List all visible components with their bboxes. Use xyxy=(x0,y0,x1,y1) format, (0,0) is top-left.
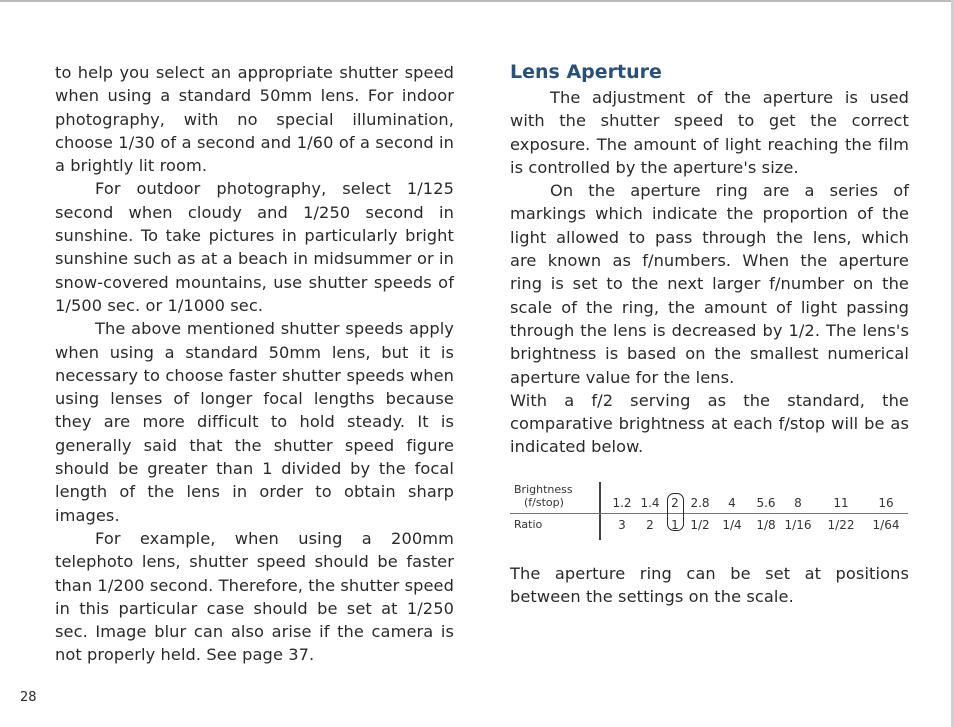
right-column xyxy=(510,60,909,459)
fstop-value: 11 xyxy=(833,496,849,510)
fstop-value: 8 xyxy=(794,496,802,510)
fstop-value: 1.4 xyxy=(640,496,660,510)
paragraph-aperture-ring: On the aperture ring are a series of markings which indicate the proportion of the light allowed to pass through the lens, which are known as f/numbers. When the aperture ring is set to the next larger f/number on the scale of the ring, the amount of light passing through the lens is decreased by 1/2. The lens's brightness is based on the smallest numerical aperture value for the lens. xyxy=(510,181,909,387)
ratio-value: 1/16 xyxy=(784,518,812,532)
fstop-value: 5.6 xyxy=(756,496,776,510)
ratio-value: 2 xyxy=(646,518,654,532)
ratio-value: 1/64 xyxy=(872,518,900,532)
fstop-value: 1.2 xyxy=(612,496,632,510)
ratio-value: 1/22 xyxy=(827,518,855,532)
page-top-edge xyxy=(0,0,954,2)
paragraph-aperture-adjustment: The adjustment of the aperture is used with the shutter speed to get the correct exposure. The amount of light reaching the film is controlled by the aperture's size. xyxy=(510,88,909,177)
ratio-value: 1 xyxy=(671,518,679,532)
section-heading: Lens Aperture xyxy=(510,61,662,83)
ratio-value: 3 xyxy=(618,518,626,532)
left-column xyxy=(55,61,454,667)
paragraph-telephoto-example: For example, when using a 200mm telephoto lens, shutter speed should be faster than 1/200 second. Therefore, the shutter speed in this particular case should be set at 1/250 sec. Image blur can also arise if the camera is not properly held. See page 37. xyxy=(55,528,454,665)
aperture-brightness-table xyxy=(510,480,910,540)
table-vertical-divider xyxy=(599,482,601,540)
paragraph-intermediate-settings: The aperture ring can be set at positions between the settings on the scale. xyxy=(510,564,909,607)
paragraph-outdoor: For outdoor photography, select 1/125 second when cloudy and 1/250 second in sunshine. To take pictures in particularly bright sunshine such as at a beach in midsummer or in snow-covered mountains, use shutter speeds of 1/500 sec. or 1/1000 sec. xyxy=(55,179,454,315)
paragraph-comparison-intro: With a f/2 serving as the standard, the comparative brightness at each f/stop will be as indicated below. xyxy=(510,390,909,457)
ratio-value: 1/8 xyxy=(756,518,776,532)
ratio-label: Ratio xyxy=(514,518,543,531)
fstop-value: 4 xyxy=(728,496,736,510)
ratio-value: 1/4 xyxy=(722,518,742,532)
table-horizontal-divider xyxy=(510,513,908,514)
brightness-label: Brightness xyxy=(514,483,573,496)
fstop-label: (f/stop) xyxy=(524,496,564,509)
paragraph-focal-length: The above mentioned shutter speeds apply when using a standard 50mm lens, but it is necessary to choose faster shutter speeds when using lenses of longer focal lengths because they are more difficult to hold steady. It is generally said that the shutter speed figure should be greater than 1 divided by the focal length of the lens in order to obtain sharp images. xyxy=(55,319,454,525)
fstop-value: 2 xyxy=(671,496,679,510)
ratio-value: 1/2 xyxy=(690,518,710,532)
page-number: 28 xyxy=(20,690,37,705)
fstop-value: 16 xyxy=(878,496,894,510)
paragraph-shutter-intro: to help you select an appropriate shutter speed when using a standard 50mm lens. For indoor photography, with no special illumination, choose 1/30 of a second and 1/60 of a second in a brightly lit room. xyxy=(55,63,454,176)
fstop-value: 2.8 xyxy=(690,496,710,510)
